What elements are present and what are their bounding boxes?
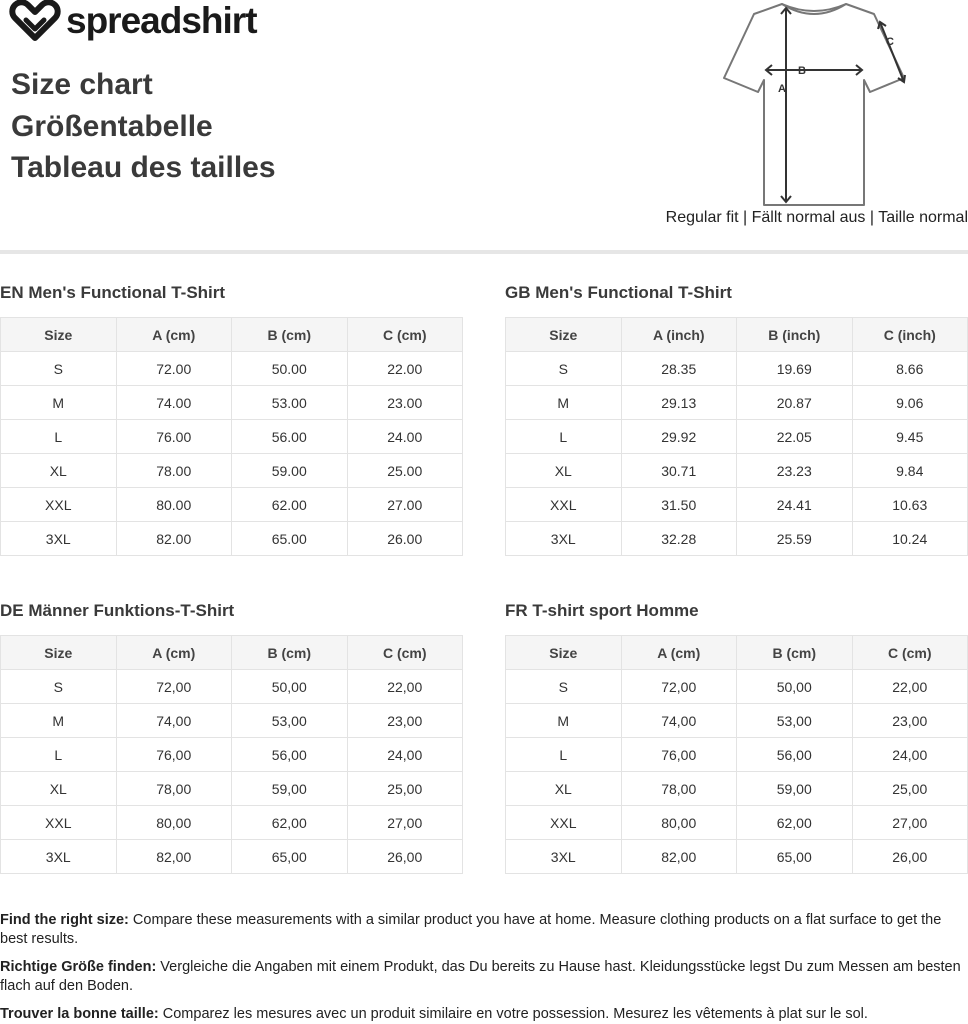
table-cell: XL <box>1 454 117 488</box>
table-row <box>1 488 463 522</box>
table-cell: M <box>506 386 622 420</box>
table-cell: 22,00 <box>347 670 463 704</box>
table-cell: 78,00 <box>116 772 232 806</box>
table-cell: 53,00 <box>737 704 853 738</box>
table-cell: 9.06 <box>852 386 968 420</box>
table-cell: 59,00 <box>232 772 348 806</box>
table-cell: 78,00 <box>621 772 737 806</box>
table-cell: XXL <box>1 488 117 522</box>
table-cell: 50,00 <box>737 670 853 704</box>
column-header: B (cm) <box>737 636 853 670</box>
table-cell: 25,00 <box>347 772 463 806</box>
table-row <box>506 522 968 556</box>
table-row <box>506 352 968 386</box>
table-cell: 3XL <box>506 522 622 556</box>
table-cell: 10.63 <box>852 488 968 522</box>
table-cell: 82,00 <box>621 840 737 874</box>
table-cell: 50.00 <box>232 352 348 386</box>
table-cell: M <box>1 386 117 420</box>
table-cell: 62.00 <box>232 488 348 522</box>
table-cell: 28.35 <box>621 352 737 386</box>
brand-name: spreadshirt <box>66 0 257 41</box>
table-cell: XL <box>506 454 622 488</box>
measure-label-c: C <box>886 36 894 48</box>
column-header: C (cm) <box>347 318 463 352</box>
table-cell: 65,00 <box>232 840 348 874</box>
table-row <box>1 352 463 386</box>
table-row <box>506 670 968 704</box>
table-row <box>506 488 968 522</box>
table-cell: XL <box>1 772 117 806</box>
table-cell: 27.00 <box>347 488 463 522</box>
table-title: GB Men's Functional T-Shirt <box>505 283 732 302</box>
column-header: B (cm) <box>232 318 348 352</box>
size-table <box>505 635 968 874</box>
table-row <box>1 670 463 704</box>
table-row <box>506 386 968 420</box>
column-header: A (inch) <box>621 318 737 352</box>
table-row <box>506 806 968 840</box>
size-table-fr <box>505 601 968 874</box>
table-row <box>506 704 968 738</box>
table-cell: 22.00 <box>347 352 463 386</box>
fit-label: Regular fit | Fällt normal aus | Taille normal <box>665 209 968 226</box>
spreadshirt-logo <box>8 0 257 42</box>
table-cell: 76,00 <box>116 738 232 772</box>
table-row <box>1 806 463 840</box>
table-cell: 62,00 <box>232 806 348 840</box>
note-text: Comparez les mesures avec un produit similaire en votre possession. Mesurez les vêtements à plat sur le sol. <box>158 1006 868 1022</box>
table-cell: 22.05 <box>737 420 853 454</box>
table-row <box>506 840 968 874</box>
table-cell: S <box>1 670 117 704</box>
column-header: C (cm) <box>852 636 968 670</box>
size-table-de <box>0 601 463 874</box>
table-cell: 23,00 <box>852 704 968 738</box>
table-cell: 74,00 <box>621 704 737 738</box>
table-cell: 56,00 <box>737 738 853 772</box>
note-text: Vergleiche die Angaben mit einem Produkt, das Du bereits zu Hause hast. Kleidungsstücke legst Du zum Messen am besten flach auf den Boden. <box>0 959 961 994</box>
table-cell: L <box>1 738 117 772</box>
measurement-notes <box>0 911 968 1024</box>
table-row <box>506 772 968 806</box>
table-cell: 53,00 <box>232 704 348 738</box>
title-de: Größentabelle <box>11 109 213 143</box>
table-cell: 56.00 <box>232 420 348 454</box>
table-cell: 56,00 <box>232 738 348 772</box>
title-en: Size chart <box>11 68 153 101</box>
table-cell: XXL <box>506 488 622 522</box>
table-row <box>1 454 463 488</box>
measure-label-b: B <box>798 65 806 77</box>
table-cell: 65.00 <box>232 522 348 556</box>
table-cell: 25.00 <box>347 454 463 488</box>
table-row <box>1 772 463 806</box>
table-header-row <box>506 318 968 352</box>
table-cell: 80.00 <box>116 488 232 522</box>
table-cell: L <box>1 420 117 454</box>
table-cell: 74.00 <box>116 386 232 420</box>
table-cell: 9.84 <box>852 454 968 488</box>
column-header: A (cm) <box>621 636 737 670</box>
size-table <box>0 635 463 874</box>
note-de <box>0 958 968 996</box>
table-cell: 50,00 <box>232 670 348 704</box>
table-cell: 82.00 <box>116 522 232 556</box>
size-table <box>505 317 968 556</box>
table-cell: 80,00 <box>116 806 232 840</box>
table-cell: 65,00 <box>737 840 853 874</box>
size-table-en <box>0 283 463 556</box>
table-cell: 76.00 <box>116 420 232 454</box>
note-en <box>0 911 968 949</box>
table-cell: 53.00 <box>232 386 348 420</box>
table-cell: 27,00 <box>852 806 968 840</box>
table-header-row <box>1 318 463 352</box>
table-row <box>506 420 968 454</box>
table-cell: 20.87 <box>737 386 853 420</box>
column-header: Size <box>506 318 622 352</box>
title-fr: Tableau des tailles <box>11 151 276 184</box>
table-cell: 24.41 <box>737 488 853 522</box>
table-cell: 29.92 <box>621 420 737 454</box>
table-header-row <box>1 636 463 670</box>
table-cell: S <box>1 352 117 386</box>
column-header: A (cm) <box>116 636 232 670</box>
table-cell: XXL <box>506 806 622 840</box>
size-table <box>0 317 463 556</box>
column-header: C (inch) <box>852 318 968 352</box>
table-header-row <box>506 636 968 670</box>
table-row <box>506 454 968 488</box>
table-cell: 31.50 <box>621 488 737 522</box>
table-row <box>1 704 463 738</box>
table-cell: 3XL <box>506 840 622 874</box>
table-cell: 78.00 <box>116 454 232 488</box>
tshirt-measurement-illustration <box>718 0 910 210</box>
table-row <box>1 738 463 772</box>
table-cell: 22,00 <box>852 670 968 704</box>
table-cell: 30.71 <box>621 454 737 488</box>
table-cell: 26,00 <box>347 840 463 874</box>
table-cell: 59,00 <box>737 772 853 806</box>
table-row <box>1 840 463 874</box>
table-cell: S <box>506 352 622 386</box>
note-label: Richtige Größe finden: <box>0 959 157 975</box>
note-label: Find the right size: <box>0 912 129 928</box>
table-cell: 24,00 <box>852 738 968 772</box>
measure-label-a: A <box>778 83 786 95</box>
section-divider <box>0 250 968 254</box>
column-header: B (cm) <box>232 636 348 670</box>
column-header: Size <box>1 636 117 670</box>
table-cell: 19.69 <box>737 352 853 386</box>
table-cell: XXL <box>1 806 117 840</box>
table-cell: 32.28 <box>621 522 737 556</box>
table-cell: 25.59 <box>737 522 853 556</box>
table-cell: 27,00 <box>347 806 463 840</box>
table-cell: 72,00 <box>621 670 737 704</box>
table-cell: 62,00 <box>737 806 853 840</box>
note-text: Compare these measurements with a similar product you have at home. Measure clothing products on a flat surface to get the best results. <box>0 912 942 947</box>
table-title: DE Männer Funktions-T-Shirt <box>0 601 235 620</box>
table-title: FR T-shirt sport Homme <box>505 601 699 620</box>
table-cell: 82,00 <box>116 840 232 874</box>
table-cell: 24,00 <box>347 738 463 772</box>
table-cell: L <box>506 420 622 454</box>
table-cell: L <box>506 738 622 772</box>
heart-logo-icon <box>8 0 62 42</box>
table-cell: 24.00 <box>347 420 463 454</box>
table-cell: 25,00 <box>852 772 968 806</box>
table-cell: 23.23 <box>737 454 853 488</box>
table-cell: 72,00 <box>116 670 232 704</box>
table-cell: S <box>506 670 622 704</box>
note-label: Trouver la bonne taille: <box>0 1006 159 1022</box>
table-cell: 10.24 <box>852 522 968 556</box>
table-cell: 3XL <box>1 840 117 874</box>
table-row <box>1 386 463 420</box>
table-cell: 29.13 <box>621 386 737 420</box>
table-row <box>1 420 463 454</box>
table-row <box>1 522 463 556</box>
column-header: C (cm) <box>347 636 463 670</box>
column-header: Size <box>506 636 622 670</box>
table-cell: 76,00 <box>621 738 737 772</box>
column-header: Size <box>1 318 117 352</box>
table-cell: 26.00 <box>347 522 463 556</box>
note-fr <box>0 1005 968 1024</box>
page-titles <box>11 64 276 189</box>
table-title: EN Men's Functional T-Shirt <box>0 283 226 302</box>
column-header: A (cm) <box>116 318 232 352</box>
table-cell: 80,00 <box>621 806 737 840</box>
table-cell: M <box>506 704 622 738</box>
table-cell: 59.00 <box>232 454 348 488</box>
table-cell: 23,00 <box>347 704 463 738</box>
table-cell: 74,00 <box>116 704 232 738</box>
table-cell: 26,00 <box>852 840 968 874</box>
table-cell: 8.66 <box>852 352 968 386</box>
table-cell: M <box>1 704 117 738</box>
column-header: B (inch) <box>737 318 853 352</box>
table-row <box>506 738 968 772</box>
table-cell: XL <box>506 772 622 806</box>
table-cell: 72.00 <box>116 352 232 386</box>
table-cell: 3XL <box>1 522 117 556</box>
table-cell: 9.45 <box>852 420 968 454</box>
table-cell: 23.00 <box>347 386 463 420</box>
size-table-gb <box>505 283 968 556</box>
